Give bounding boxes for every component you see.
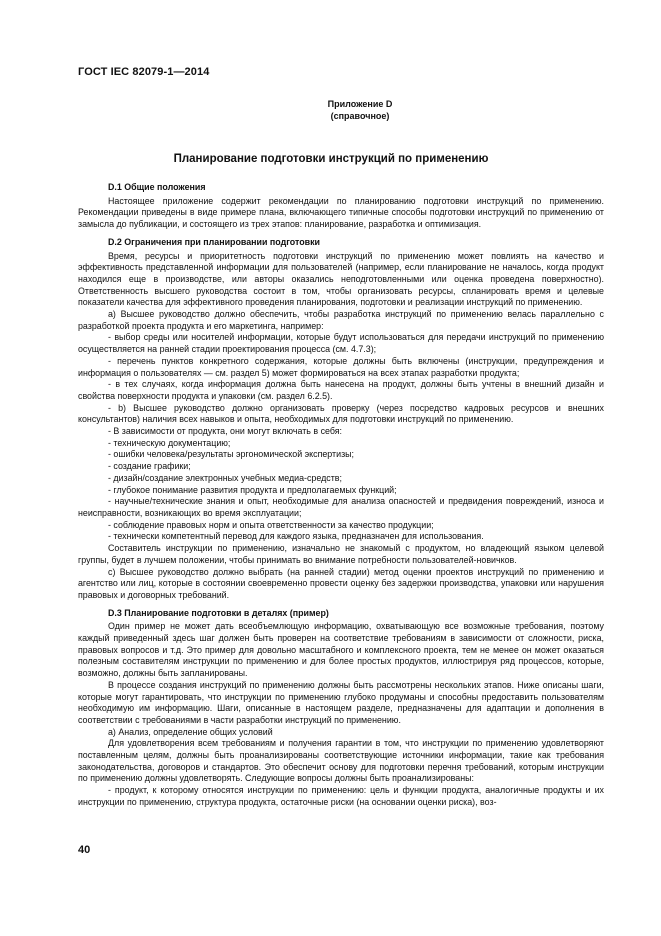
list-item: - техническую документацию; <box>108 437 231 448</box>
appendix-label: Приложение D <box>327 99 393 109</box>
section-heading: D.3 Планирование подготовки в деталях (пример) <box>108 607 329 618</box>
list-item: - дизайн/создание электронных учебных медиа-средств; <box>108 472 342 483</box>
paragraph: Настоящее приложение содержит рекомендации по планированию подготовки инструкций по применению. Рекомендации приведены в виде примере плана, включающего типичные способы подготовки инструкций по применению от замысла до публикации, и состоящего из трех этапов: планирование, разработка и оптимизация. <box>78 195 604 230</box>
appendix-label-block <box>260 98 460 122</box>
paragraph: а) Анализ, определение общих условий <box>108 726 273 737</box>
paragraph: а) Высшее руководство должно обеспечить, чтобы разработка инструкций по применению велась параллельно с разработкой проекта продукта и его маркетинга, например: <box>78 309 604 331</box>
section-heading: D.1 Общие положения <box>108 182 206 192</box>
document-body <box>78 182 604 809</box>
paragraph: с) Высшее руководство должно выбрать (на ранней стадии) метод оценки проектов инструкций по применению и агентство или лиц, которые в состоянии своевременно провести оценку без задержки производства, упаковки или нарушения правовых и договорных требований. <box>78 566 604 600</box>
section-heading: D.2 Ограничения при планировании подготовки <box>108 236 320 247</box>
list-item: - в тех случаях, когда информация должна быть нанесена на продукт, должны быть учтены в внешний дизайн и свойства поверхности продукта и упаковки (см. раздел 6.2.5). <box>78 379 604 401</box>
list-item: - создание графики; <box>108 461 191 472</box>
paragraph: Время, ресурсы и приоритетность подготовки инструкций по применению может повлиять на качество и эффективность представленной информации для пользователей (например, если планирование не началось, когда продукт находился еще в производстве, или авторы оказались неподготовленными или оценка проведена поверхностно). Ответственность высшего руководства состоит в том, чтобы организовать ресурсы, спланировать время и целевые показатели качества для эффективного проведения планирования, подготовки и реализации инструкций по применению. <box>78 250 604 308</box>
list-item: - соблюдение правовых норм и опыта ответственности за качество продукции; <box>108 519 434 530</box>
paragraph: Один пример не может дать всеобъемлющую информацию, охватывающую все возможные требования, поэтому каждый приведенный здесь шаг должен быть проверен на соответствие требованиям в зависимости от сложности, риска, правовых вопросов и т.д. Это пример для довольно масштабного и комплексного проекта, тем не менее он может оказаться полезным составителям инструкции по применению и для более простых продуктов, иллюстрируя ряд процессов, которые, возможно, должны быть запланированы. <box>78 621 604 679</box>
page-title: Планирование подготовки инструкций по применению <box>173 153 489 165</box>
paragraph: Составитель инструкции по применению, изначально не знакомый с продуктом, но владеющий языком целевой группы, будет в лучшем положении, чтобы принимать во внимание потребности пользователей-новичков. <box>78 543 604 565</box>
list-item: - продукт, к которому относятся инструкции по применению: цель и функции продукта, аналогичные продукты и их инструкции по применению, структура продукта, остаточные риски (на основании оценки риска), воз- <box>78 785 604 807</box>
paragraph: В процессе создания инструкций по применению должны быть рассмотрены нескольких этапов. Ниже описаны шаги, которые могут гарантировать, что инструкции по применению глубоко продуманы и способны предоставить пользователям необходимую им информацию. Шаги, описанные в настоящем разделе, предназначены для адаптации и дополнения в соответствии с требованиями в части разработки инструкций по применению. <box>78 679 604 725</box>
list-item: - научные/технические знания и опыт, необходимые для анализа опасностей и предвидения повреждений, износа и неисправности, возникающих во время эксплуатации; <box>78 496 604 518</box>
list-item: - технически компетентный перевод для каждого языка, предназначен для использования. <box>108 531 484 542</box>
page-number: 40 <box>78 844 91 856</box>
list-item: - глубокое понимание развития продукта и предполагаемых функций; <box>108 484 397 495</box>
list-item: - ошибки человека/результаты эргономической экспертизы; <box>108 449 354 460</box>
list-item: - выбор среды или носителей информации, которые будут использоваться для передачи инструкций по применению осуществляется на ранней стадии проектирования процесса (см. 4.7.3); <box>78 332 604 355</box>
list-item: - перечень пунктов конкретного содержания, которые должны быть включены (инструкции, предупреждения и информация о пользователях — см. раздел 5) может формироваться на всех этапах разработки продукта; <box>78 355 604 378</box>
paragraph: - b) Высшее руководство должно организовать проверку (через посредство кадровых ресурсов и внешних консультантов) наличия всех навыков и опыта, необходимых для подготовки инструкций по применению. <box>78 402 604 425</box>
appendix-type: (справочное) <box>330 111 390 121</box>
standard-code: ГОСТ IEC 82079-1—2014 <box>78 66 210 78</box>
list-item: - В зависимости от продукта, они могут включать в себя: <box>108 426 342 437</box>
paragraph: Для удовлетворения всем требованиям и получения гарантии в том, что инструкции по применению удовлетворяют поставленным целям, должны быть проанализированы соответствующие источники информации, такие как требования законодательства, договоров и стандартов. Это обеспечит основу для подготовки перечня требований, которым инструкции по применению должны удовлетворять. Следующие вопросы должны быть проанализированы: <box>78 738 604 784</box>
